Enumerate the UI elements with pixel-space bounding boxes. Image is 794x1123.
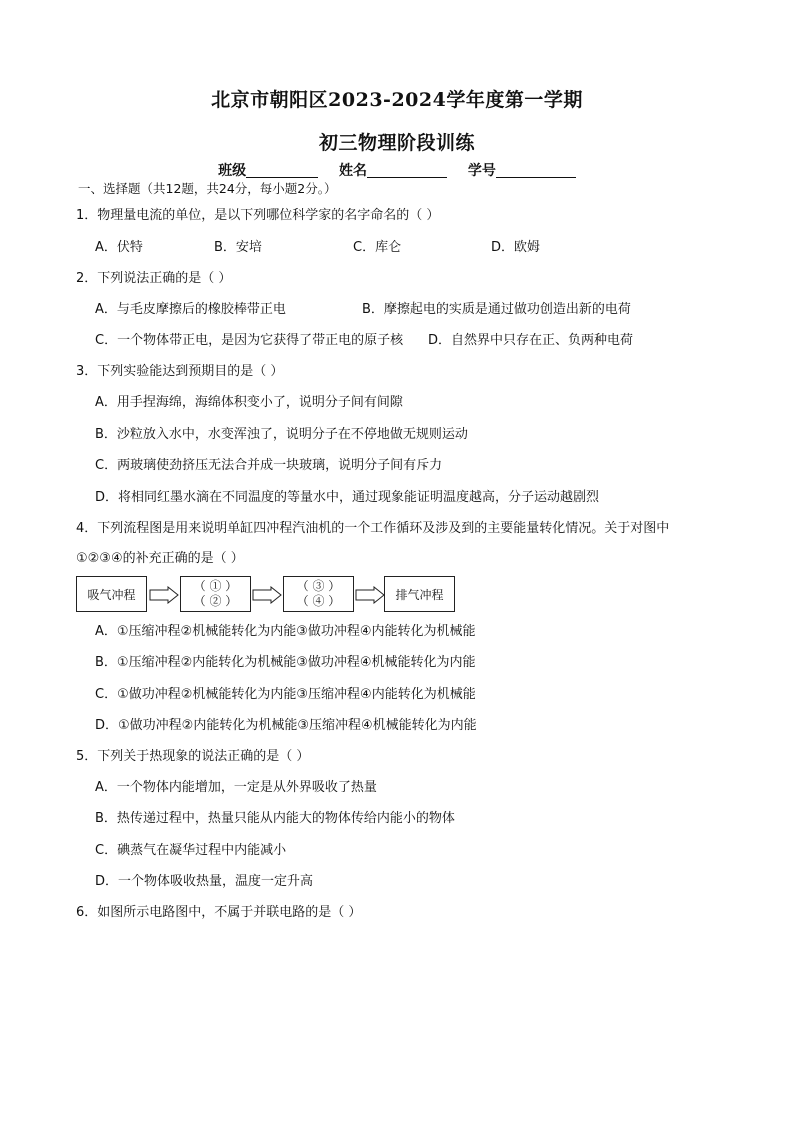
q2-option-a: A．与毛皮摩擦后的橡胶棒带正电 bbox=[95, 302, 286, 317]
student-info-row bbox=[0, 160, 794, 180]
flow-box-3 bbox=[283, 576, 354, 612]
student-id-field[interactable] bbox=[468, 160, 576, 180]
student-id-blank[interactable] bbox=[496, 163, 576, 178]
class-blank[interactable] bbox=[246, 163, 318, 178]
q3-option-c: C．两玻璃使劲挤压无法合并成一块玻璃，说明分子间有斥力 bbox=[95, 458, 443, 473]
q5-option-a: A．一个物体内能增加，一定是从外界吸收了热量 bbox=[95, 780, 377, 795]
question-2-stem: 2．下列说法正确的是（ ） bbox=[76, 271, 232, 286]
q4-option-d: D．①做功冲程②内能转化为机械能③压缩冲程④机械能转化为内能 bbox=[95, 718, 477, 733]
q2-option-d: D．自然界中只存在正、负两种电荷 bbox=[428, 333, 634, 348]
name-field[interactable] bbox=[339, 160, 447, 180]
class-field[interactable] bbox=[218, 160, 318, 180]
q5-option-c: C．碘蒸气在凝华过程中内能减小 bbox=[95, 843, 287, 858]
q2-option-b: B．摩擦起电的实质是通过做功创造出新的电荷 bbox=[362, 302, 631, 317]
flow-blank-4: （ ④ ） bbox=[296, 594, 341, 608]
name-label: 姓名 bbox=[339, 163, 367, 179]
exam-title: 北京市朝阳区2023-2024学年度第一学期 bbox=[211, 89, 583, 111]
flow-arrow-3 bbox=[355, 586, 385, 604]
q4-option-a: A．①压缩冲程②机械能转化为内能③做功冲程④内能转化为机械能 bbox=[95, 624, 476, 639]
q4-option-b: B．①压缩冲程②内能转化为机械能③做功冲程④机械能转化为内能 bbox=[95, 655, 476, 670]
q1-option-d: D．欧姆 bbox=[491, 240, 541, 255]
question-5-stem: 5．下列关于热现象的说法正确的是（ ） bbox=[76, 749, 310, 764]
q5-option-d: D．一个物体吸收热量，温度一定升高 bbox=[95, 874, 314, 889]
section-heading: 一、选择题（共12题，共24分，每小题2分。） bbox=[78, 181, 337, 196]
flow-box-2 bbox=[180, 576, 251, 612]
exam-subtitle: 初三物理阶段训练 bbox=[318, 132, 475, 154]
flow-blank-1: （ ① ） bbox=[193, 579, 238, 593]
question-6-stem: 6．如图所示电路图中，不属于并联电路的是（ ） bbox=[76, 905, 362, 920]
flow-arrow-2 bbox=[252, 586, 282, 604]
question-4-stem: 4．下列流程图是用来说明单缸四冲程汽油机的一个工作循环及涉及到的主要能量转化情况。关于对图中 bbox=[76, 521, 670, 536]
q1-option-c: C．库仑 bbox=[353, 240, 402, 255]
question-1-stem: 1．物理量电流的单位，是以下列哪位科学家的名字命名的（ ） bbox=[76, 208, 440, 223]
question-3-stem: 3．下列实验能达到预期目的是（ ） bbox=[76, 364, 284, 379]
flow-box-intake: 吸气冲程 bbox=[76, 576, 147, 612]
q3-option-a: A．用手捏海绵，海绵体积变小了，说明分子间有间隙 bbox=[95, 395, 403, 410]
q3-option-d: D．将相同红墨水滴在不同温度的等量水中，通过现象能证明温度越高，分子运动越剧烈 bbox=[95, 490, 600, 505]
name-blank[interactable] bbox=[367, 163, 447, 178]
q2-option-c: C．一个物体带正电，是因为它获得了带正电的原子核 bbox=[95, 333, 404, 348]
question-4-stem-cont: ①②③④的补充正确的是（ ） bbox=[76, 551, 244, 566]
q5-option-b: B．热传递过程中，热量只能从内能大的物体传给内能小的物体 bbox=[95, 811, 455, 826]
engine-cycle-flowchart bbox=[76, 576, 476, 616]
class-label: 班级 bbox=[218, 163, 247, 179]
flow-arrow-1 bbox=[149, 586, 179, 604]
flow-blank-2: （ ② ） bbox=[193, 594, 238, 608]
q3-option-b: B．沙粒放入水中，水变浑浊了，说明分子在不停地做无规则运动 bbox=[95, 427, 468, 442]
student-id-label: 学号 bbox=[467, 163, 496, 179]
q4-option-c: C．①做功冲程②机械能转化为内能③压缩冲程④内能转化为机械能 bbox=[95, 687, 476, 702]
flow-box-exhaust: 排气冲程 bbox=[384, 576, 455, 612]
q1-option-b: B．安培 bbox=[214, 240, 262, 255]
q1-option-a: A．伏特 bbox=[95, 240, 143, 255]
flow-blank-3: （ ③ ） bbox=[296, 579, 341, 593]
